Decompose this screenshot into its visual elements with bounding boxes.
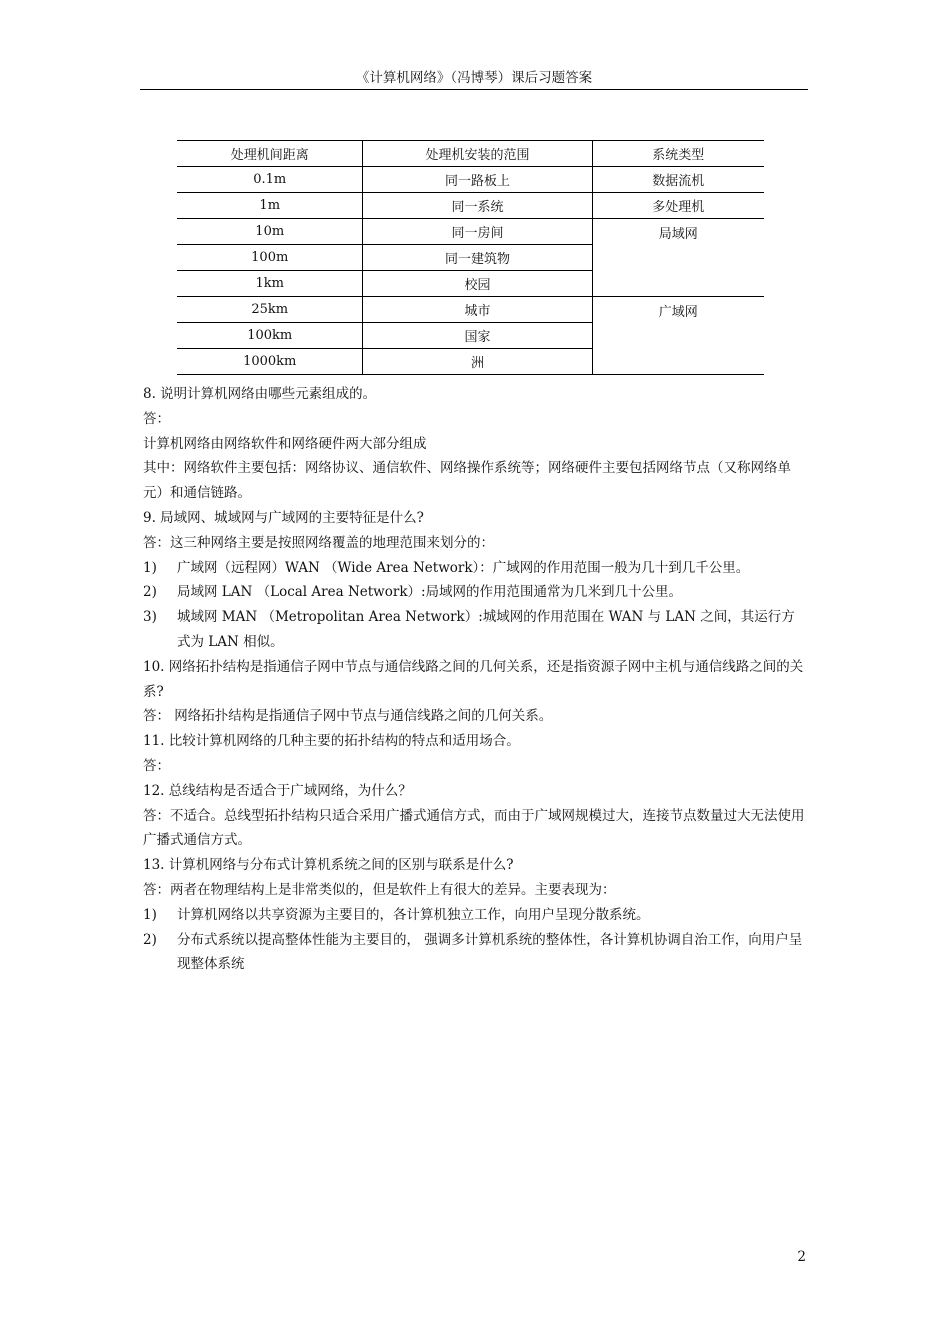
cell-type: 广域网 (592, 297, 764, 375)
list-item (143, 605, 808, 655)
answer-text: 答：不适合。总线型拓扑结构只适合采用广播式通信方式，而由于广域网规模过大，连接节点数量过大无法使用广播式通信方式。 (143, 807, 805, 849)
list-item (143, 928, 808, 978)
answer-text: 答：这三种网络主要是按照网络覆盖的地理范围来划分的： (143, 534, 494, 551)
list-number: 2) (143, 931, 157, 948)
answer-label: 答： (143, 757, 170, 774)
answer-text: 其中：网络软件主要包括：网络协议、通信软件、网络操作系统等；网络硬件主要包括网络节点（又称网络单元）和通信链路。 (143, 460, 791, 502)
cell-range: 校园 (363, 271, 592, 297)
cell-distance: 10m (177, 219, 363, 245)
cell-range: 同一路板上 (363, 167, 592, 193)
table-row (177, 193, 764, 219)
table-row (177, 167, 764, 193)
cell-distance: 1km (177, 271, 363, 297)
list-item (143, 556, 808, 581)
answer-label: 答： (143, 410, 170, 427)
cell-type: 多处理机 (592, 193, 764, 219)
list-item (143, 903, 808, 928)
header-system-type: 系统类型 (592, 141, 764, 167)
cell-range: 同一房间 (363, 219, 592, 245)
question-11: 11. 比较计算机网络的几种主要的拓扑结构的特点和适用场合。 (143, 733, 520, 750)
answer-text: 计算机网络由网络软件和网络硬件两大部分组成 (143, 435, 427, 452)
list-number: 1) (143, 559, 157, 576)
list-text: 城域网 MAN （Metropolitan Area Network）:城域网的作用范围在 WAN 与 LAN 之间，其运行方式为 LAN 相似。 (177, 609, 795, 650)
list-number: 1) (143, 906, 157, 923)
list-text: 广域网（远程网）WAN （Wide Area Network）：广域网的作用范围一般为几十到几千公里。 (177, 559, 750, 576)
cell-range: 国家 (363, 323, 592, 349)
table-row (177, 297, 764, 323)
cell-distance: 25km (177, 297, 363, 323)
table-header-row (177, 141, 764, 167)
cell-range: 同一系统 (363, 193, 592, 219)
cell-type: 数据流机 (592, 167, 764, 193)
page-number: 2 (797, 1249, 806, 1265)
answer-text: 答： 网络拓扑结构是指通信子网中节点与通信线路之间的几何关系。 (143, 708, 553, 725)
header-range: 处理机安装的范围 (363, 141, 592, 167)
cell-range: 洲 (363, 349, 592, 375)
list-number: 3) (143, 609, 157, 626)
list-item (143, 580, 808, 605)
distance-classification-table (177, 140, 764, 375)
cell-distance: 1m (177, 193, 363, 219)
header-distance: 处理机间距离 (177, 141, 363, 167)
list-text: 计算机网络以共享资源为主要目的，各计算机独立工作，向用户呈现分散系统。 (177, 906, 650, 923)
table-row (177, 219, 764, 245)
answer-content (143, 382, 808, 977)
answer-text: 答：两者在物理结构上是非常类似的，但是软件上有很大的差异。主要表现为： (143, 881, 616, 898)
question-8: 8. 说明计算机网络由哪些元素组成的。 (143, 386, 377, 402)
list-text: 分布式系统以提高整体性能为主要目的， 强调多计算机系统的整体性，各计算机协调自治工作，向用户呈现整体系统 (177, 931, 803, 973)
cell-distance: 1000km (177, 349, 363, 375)
question-10: 10. 网络拓扑结构是指通信子网中节点与通信线路之间的几何关系，还是指资源子网中主机与通信线路之间的关系? (143, 658, 804, 700)
question-13: 13. 计算机网络与分布式计算机系统之间的区别与联系是什么? (143, 857, 514, 874)
list-text: 局域网 LAN （Local Area Network）:局域网的作用范围通常为几米到几十公里。 (177, 584, 683, 601)
cell-range: 同一建筑物 (363, 245, 592, 271)
cell-distance: 0.1m (177, 167, 363, 193)
cell-distance: 100m (177, 245, 363, 271)
question-12: 12. 总线结构是否适合于广域网络，为什么？ (143, 782, 412, 799)
list-number: 2) (143, 584, 157, 601)
cell-range: 城市 (363, 297, 592, 323)
question-9: 9. 局域网、城域网与广域网的主要特征是什么? (143, 509, 424, 526)
cell-type: 局域网 (592, 219, 764, 297)
cell-distance: 100km (177, 323, 363, 349)
page-header: 《计算机网络》（冯博琴）课后习题答案 (140, 68, 808, 90)
